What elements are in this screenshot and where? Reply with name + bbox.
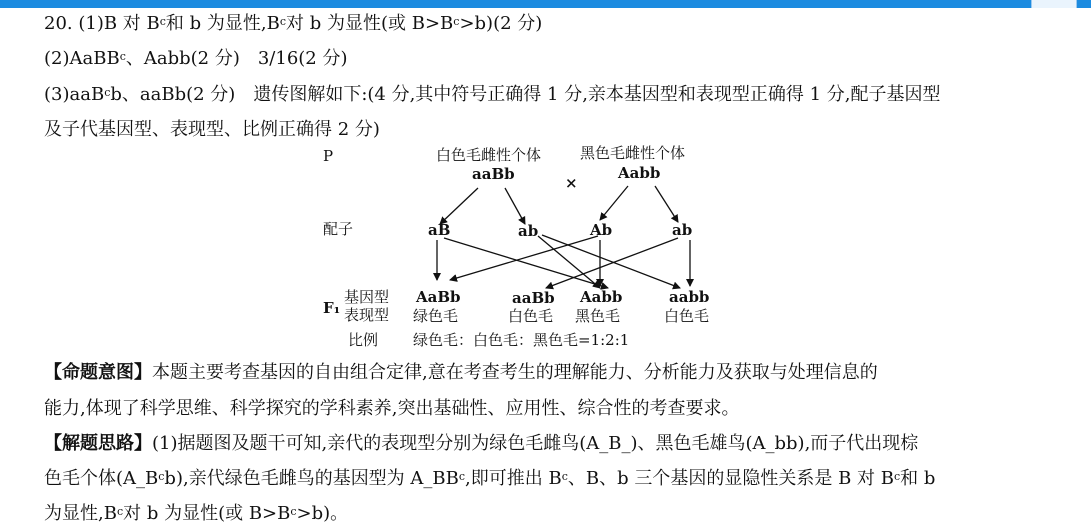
answer-text: 和 b 为显性,B — [165, 13, 280, 34]
intent-heading: 【命题意图】 — [44, 362, 152, 383]
offspring-phenotype: 白色毛 — [664, 307, 710, 325]
answer-text: >b)(2 分) — [459, 13, 543, 34]
offspring-phenotype: 黑色毛 — [575, 307, 621, 325]
solution-text: 色毛个体(A_B — [44, 468, 159, 489]
intent-text: 本题主要考查基因的自由组合定律,意在考查考生的理解能力、分析能力及获取与处理信息的 — [152, 362, 878, 383]
arrow-p2-ab — [655, 186, 678, 222]
arrow-p1-ab — [505, 188, 525, 224]
arrow-p1-aB — [440, 188, 478, 224]
solution-text: ,即可推出 B — [465, 468, 562, 489]
answer-line-3 — [44, 82, 941, 108]
answer-line-2 — [44, 46, 348, 72]
gamete: aB — [428, 221, 451, 239]
offspring-genotype: aaBb — [512, 289, 555, 307]
solution-text: >b)。 — [296, 503, 349, 524]
answer-text: (3)aaB — [44, 84, 105, 105]
solution-text: 和 b — [900, 468, 936, 489]
answer-text: (2)AaBB — [44, 48, 120, 69]
superscript: c — [158, 470, 165, 483]
offspring-phenotype: 绿色毛 — [413, 307, 459, 325]
answer-text: 及子代基因型、表现型、比例正确得 2 分) — [44, 119, 380, 140]
parent1-genotype: aaBb — [472, 165, 515, 183]
parent2-phenotype: 黑色毛雌性个体 — [580, 144, 686, 162]
arrow-aB-aaBb — [444, 238, 608, 288]
gamete-label: 配子 — [323, 220, 354, 238]
f1-label: F₁ — [323, 299, 341, 317]
ratio-value: 绿色毛：白色毛：黑色毛=1:2:1 — [413, 331, 630, 349]
cross-symbol: × — [565, 174, 578, 192]
intent-line-1 — [44, 360, 878, 386]
superscript: c — [893, 470, 901, 483]
gamete: ab — [518, 222, 539, 240]
solution-text: 、B、b 三个基因的显隐性关系是 B 对 B — [567, 468, 894, 489]
offspring-genotype: Aabb — [580, 288, 623, 306]
superscript: c — [104, 86, 111, 99]
superscript: c — [290, 505, 297, 518]
genetic-cross-diagram — [310, 140, 730, 355]
superscript: c — [116, 505, 124, 518]
superscript: c — [453, 15, 460, 28]
solution-heading: 【解题思路】 — [44, 433, 152, 454]
superscript: c — [279, 15, 287, 28]
solution-text: b),亲代绿色毛雌鸟的基因型为 A_BB — [164, 468, 459, 489]
answer-text: b、aaBb(2 分) 遗传图解如下:(4 分,其中符号正确得 1 分,亲本基因型和表现型正确得 1 分,配子基因型 — [110, 84, 941, 105]
top-bar-tab[interactable] — [1031, 0, 1077, 8]
arrow-Ab-AaBb — [450, 236, 598, 280]
parent2-genotype: Aabb — [618, 164, 661, 182]
genotype-label: 基因型 — [344, 288, 390, 306]
offspring-phenotype: 白色毛 — [508, 307, 554, 325]
arrow-ab-Aabb — [538, 236, 600, 288]
answer-line-1 — [44, 11, 542, 37]
solution-line-2 — [44, 466, 935, 492]
superscript: c — [458, 470, 466, 483]
gamete: Ab — [590, 221, 613, 239]
answer-text: 20. (1)B 对 B — [44, 13, 160, 34]
solution-line-3 — [44, 501, 348, 527]
superscript: c — [561, 470, 568, 483]
arrow-p2-Ab — [600, 186, 628, 220]
window-top-bar — [0, 0, 1091, 8]
ratio-label: 比例 — [348, 331, 379, 349]
solution-line-1 — [44, 431, 918, 457]
intent-line-2 — [44, 396, 739, 422]
gamete: ab — [672, 221, 693, 239]
parent1-phenotype: 白色毛雌性个体 — [436, 146, 542, 164]
phenotype-label: 表现型 — [344, 306, 390, 324]
solution-text: 对 b 为显性(或 B>B — [123, 503, 291, 524]
arrow-ab-aabb — [542, 235, 680, 288]
answer-text: 、Aabb(2 分) 3/16(2 分) — [125, 48, 348, 69]
superscript: c — [159, 15, 166, 28]
offspring-genotype: aabb — [669, 288, 710, 306]
solution-text: (1)据题图及题干可知,亲代的表现型分别为绿色毛雌鸟(A_B_)、黑色毛雄鸟(A_bb),而子代出现棕 — [152, 433, 919, 454]
answer-text: 对 b 为显性(或 B>B — [286, 13, 454, 34]
intent-text: 能力,体现了科学思维、科学探究的学科素养,突出基础性、应用性、综合性的考查要求。 — [44, 398, 740, 419]
p-label: P — [323, 147, 334, 165]
superscript: c — [119, 50, 126, 63]
solution-text: 为显性,B — [44, 503, 117, 524]
offspring-genotype: AaBb — [416, 288, 461, 306]
